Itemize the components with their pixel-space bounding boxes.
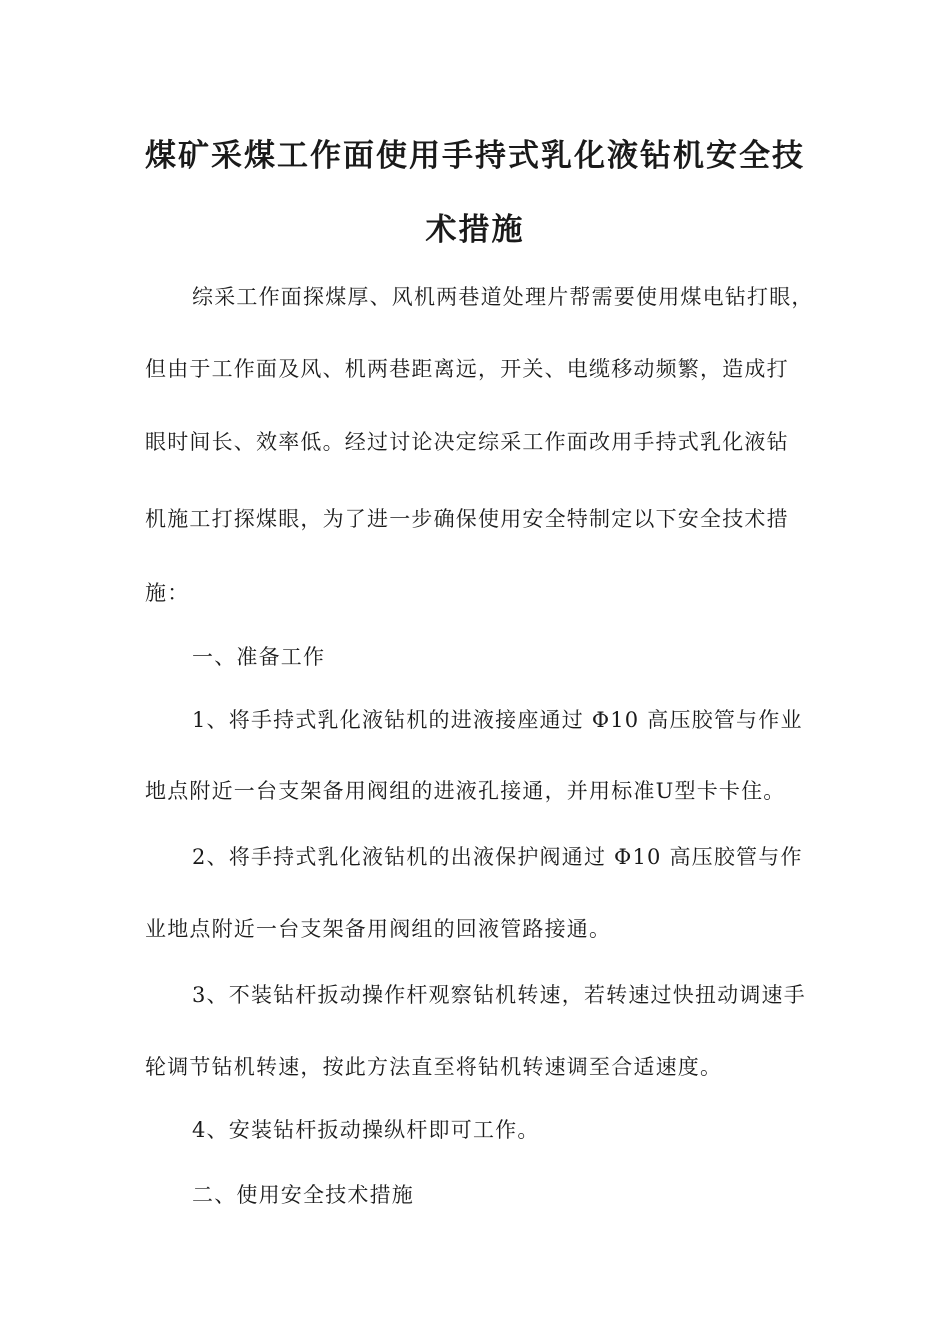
intro-line: 综采工作面探煤厚、风机两巷道处理片帮需要使用煤电钻打眼，: [192, 285, 814, 309]
list-item-4: 4、安装钻杆扳动操纵杆即可工作。: [192, 1118, 540, 1142]
intro-line: 施：: [145, 581, 190, 605]
list-item-2-line: 业地点附近一台支架备用阀组的回液管路接通。: [145, 917, 612, 941]
list-item-1-line: 1、将手持式乳化液钻机的进液接座通过 Φ10 高压胶管与作业: [192, 708, 803, 732]
document-title-line-1: 煤矿采煤工作面使用手持式乳化液钻机安全技: [145, 138, 805, 174]
intro-line: 机施工打探煤眼，为了进一步确保使用安全特制定以下安全技术措: [145, 507, 789, 531]
list-item-1-line: 地点附近一台支架备用阀组的进液孔接通，并用标准U型卡卡住。: [145, 779, 786, 803]
section-heading-preparation: 一、准备工作: [192, 645, 326, 669]
list-item-3-line: 轮调节钻机转速，按此方法直至将钻机转速调至合适速度。: [145, 1055, 723, 1079]
intro-line: 但由于工作面及风、机两巷距离远，开关、电缆移动频繁，造成打: [145, 357, 789, 381]
list-item-3-line: 3、不装钻杆扳动操作杆观察钻机转速，若转速过快扭动调速手: [192, 983, 806, 1007]
list-item-2-line: 2、将手持式乳化液钻机的出液保护阀通过 Φ10 高压胶管与作: [192, 845, 803, 869]
intro-line: 眼时间长、效率低。经过讨论决定综采工作面改用手持式乳化液钻: [145, 430, 789, 454]
document-title-line-2: 术措施: [425, 212, 525, 248]
section-heading-safety-measures: 二、使用安全技术措施: [192, 1183, 414, 1207]
